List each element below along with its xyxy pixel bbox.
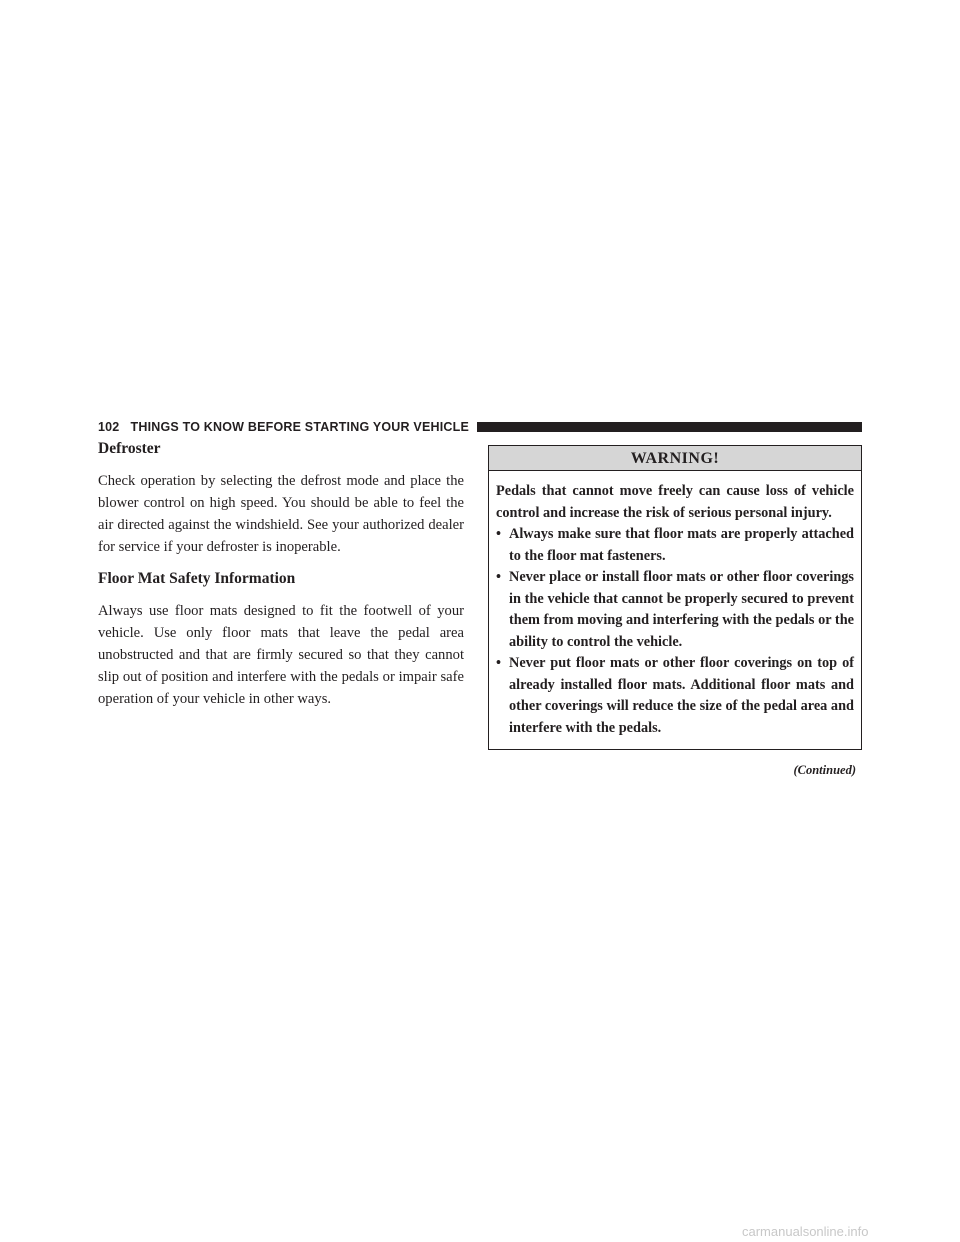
warning-item-text: Never place or install floor mats or other floor coverings in the vehicle that cannot be properly secured to prevent them from moving and interfering with the pedals or the ability to control the vehicle.	[509, 569, 854, 650]
warning-list	[496, 524, 854, 739]
watermark: carmanualsonline.info	[742, 1224, 869, 1239]
page-number: 102	[98, 420, 120, 434]
section-title: THINGS TO KNOW BEFORE STARTING YOUR VEHICLE	[130, 420, 469, 434]
floor-mat-paragraph: Always use floor mats designed to fit the footwell of your vehicle. Use only floor mats that leave the pedal area unobstructed and that are firmly secured so that they cannot slip out of position and interfere with the pedals or impair safe operation of your vehicle in other ways.	[98, 603, 464, 707]
page-header	[98, 418, 862, 436]
warning-body	[489, 471, 861, 749]
defroster-paragraph: Check operation by selecting the defrost mode and place the blower control on high speed. You should be able to feel the air directed against the windshield. See your authorized dealer for service if your defroster is inoperable.	[98, 473, 464, 555]
warning-intro: Pedals that cannot move freely can cause loss of vehicle control and increase the risk of serious personal injury.	[496, 483, 854, 521]
warning-item-text: Never put floor mats or other floor coverings on top of already installed floor mats. Additional floor mats and other coverings will reduce the size of the pedal area and interfere with the pedals.	[509, 655, 854, 736]
warning-item	[496, 567, 854, 653]
warning-item	[496, 524, 854, 567]
header-rule	[477, 422, 862, 432]
bullet-icon: •	[496, 655, 502, 671]
continued-note: (Continued)	[793, 763, 856, 777]
bullet-icon: •	[496, 526, 502, 542]
warning-box	[488, 445, 862, 750]
floor-mat-heading: Floor Mat Safety Information	[98, 570, 296, 587]
defroster-heading: Defroster	[98, 440, 161, 457]
running-header	[98, 420, 469, 434]
left-column	[98, 438, 464, 720]
warning-item-text: Always make sure that floor mats are properly attached to the floor mat fasteners.	[509, 526, 854, 564]
warning-item	[496, 653, 854, 739]
bullet-icon: •	[496, 569, 502, 585]
warning-title: WARNING!	[489, 446, 861, 471]
